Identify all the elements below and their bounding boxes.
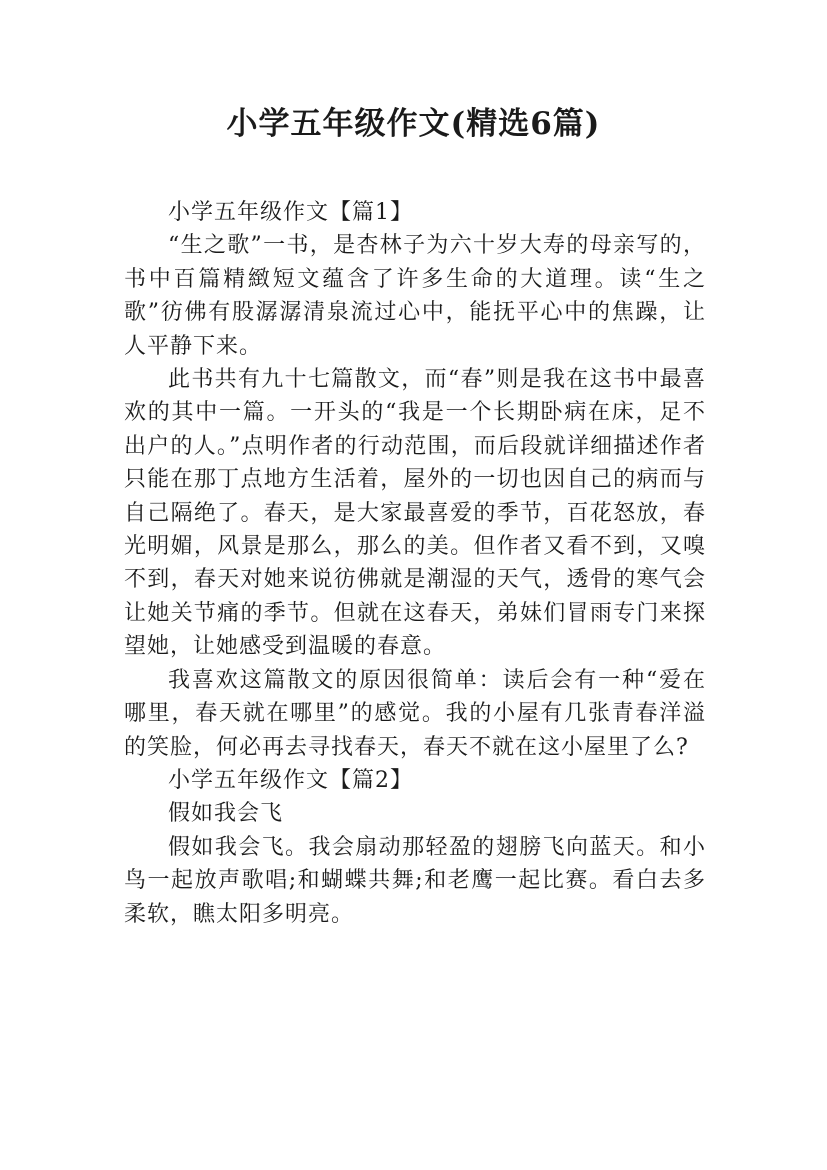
essay-subtitle: 假如我会飞: [168, 801, 284, 827]
body-paragraph: “生之歌”一书，是杏林子为六十岁大寿的母亲写的，书中百篇精緻短文蕴含了许多生命的大道理。读“生之歌”彷佛有股潺潺清泉流过心中，能抚平心中的焦躁，让人平静下来。: [124, 233, 706, 359]
body-paragraph: 我喜欢这篇散文的原因很简单：读后会有一种“爱在哪里，春天就在哪里”的感觉。我的小屋有几张青春洋溢的笑脸，何必再去寻找春天，春天不就在这小屋里了么?: [124, 667, 706, 760]
section-heading: 小学五年级作文【篇1】: [168, 200, 413, 225]
document-title: 小学五年级作文(精选6篇): [226, 106, 601, 142]
body-paragraph: 此书共有九十七篇散文，而“春”则是我在这书中最喜欢的其中一篇。一开头的“我是一个长期卧病在床，足不出户的人。”点明作者的行动范围，而后段就详细描述作者只能在那丁点地方生活着，屋外的一切也因自己的病而与自己隔绝了。春天，是大家最喜爱的季节，百花怒放，春光明媚，风景是那么，那么的美。但作者又看不到，又嗅不到，春天对她来说彷佛就是潮湿的天气，透骨的寒气会让她关节痛的季节。但就在这春天，弟妹们冒雨专门来探望她，让她感受到温暖的春意。: [124, 367, 706, 660]
body-paragraph: 假如我会飞。我会扇动那轻盈的翅膀飞向蓝天。和小鸟一起放声歌唱;和蝴蝶共舞;和老鹰一起比赛。看白去多柔软，瞧太阳多明亮。: [124, 834, 706, 927]
document-body: [124, 196, 706, 931]
section-heading: 小学五年级作文【篇2】: [168, 767, 413, 793]
